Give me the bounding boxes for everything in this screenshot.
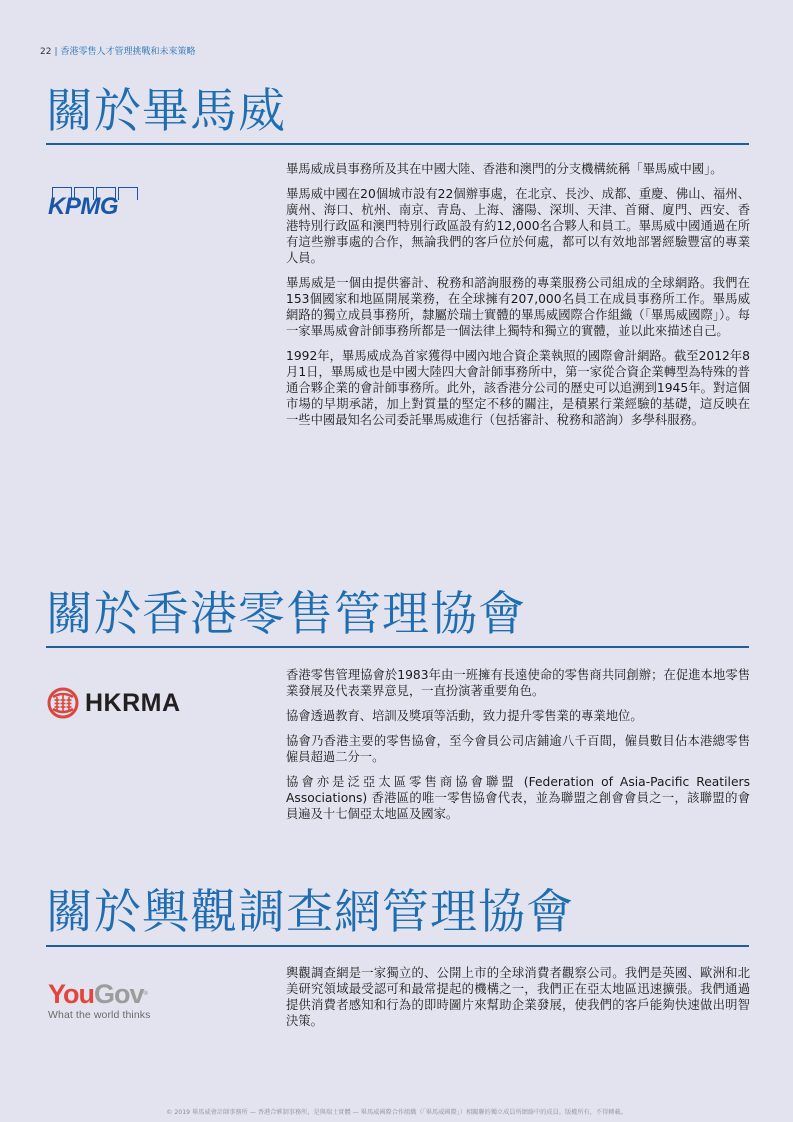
section-divider [46, 945, 749, 947]
page-number: 22 [40, 47, 52, 57]
hkrma-body [286, 667, 750, 831]
header-separator: | [54, 47, 58, 57]
section-title-yougov: 關於輿觀調查網管理協會 [46, 885, 574, 940]
kpmg-body [286, 161, 750, 437]
copyright-footer: © 2019 畢馬威會計師事務所 — 香港合夥制事務所，是與瑞士實體 — 畢馬威國際合作組織（「畢馬威國際」）相關聯的獨立成員所網絡中的成員。版權所有，不得轉載。 [166, 1109, 627, 1116]
paragraph: 協會透過教育、培訓及獎項等活動，致力提升零售業的專業地位。 [286, 709, 643, 723]
yougov-body [286, 965, 750, 1038]
publication-title: 香港零售人才管理挑戰和未來策略 [60, 47, 196, 57]
hkrma-emblem-icon [47, 687, 79, 719]
paragraph: 協會乃香港主要的零售協會，至今會員公司店鋪逾八千百間，僱員數目佔本港總零售僱員超過二分一。 [286, 734, 750, 764]
paragraph: 畢馬威是一個由提供審計、稅務和諮詢服務的專業服務公司組成的全球網路。我們在153個國家和地區開展業務，在全球擁有207,000名員工在成員事務所工作。畢馬威網路的獨立成員事務所，隸屬於瑞士實體的畢馬威國際合作組織（「畢馬威國際」）。每一家畢馬威會計師事務所都是一個法律上獨特和獨立的實體，並以此來描述自己。 [286, 276, 750, 338]
paragraph: 協會亦是泛亞太區零售商協會聯盟 (Federation of Asia-Pacific Reatilers Associations) 香港區的唯一零售協會代表，並為聯盟之創會會員之一，該聯盟的會員遍及十七個亞太地區及國家。 [286, 775, 750, 821]
paragraph: 香港零售管理協會於1983年由一班擁有長遠使命的零售商共同創辦；在促進本地零售業發展及代表業界意見，一直扮演著重要角色。 [286, 668, 750, 698]
paragraph: 畢馬威中國在20個城市設有22個辦事處，在北京、長沙、成都、重慶、佛山、福州、廣州、海口、杭州、南京、青島、上海、瀋陽、深圳、天津、首爾、廈門、西安、香港特別行政區和澳門特別行政區設有約12,000名合夥人和員工。畢馬威中國通過在所有這些辦事處的合作，無論我們的客戶位於何處，都可以有效地部署經驗豐富的專業人員。 [286, 187, 750, 265]
yougov-wordmark: YouGov® [48, 979, 147, 1009]
paragraph: 1992年，畢馬威成為首家獲得中國內地合資企業執照的國際會計網路。截至2012年8月1日，畢馬威也是中國大陸四大會計師事務所中，第一家從合資企業轉型為特殊的普通合夥企業的會計師事務所。此外，該香港分公司的歷史可以追溯到1945年。對這個市場的早期承諾，加上對質量的堅定不移的關注，是積累行業經驗的基礎，這反映在一些中國最知名公司委託畢馬威進行（包括審計、稅務和諮詢）多學科服務。 [286, 349, 750, 427]
hkrma-wordmark: HKRMA [85, 688, 181, 717]
kpmg-logo [48, 187, 148, 227]
section-divider [46, 646, 749, 648]
paragraph: 輿觀調查網是一家獨立的、公開上市的全球消費者觀察公司。我們是英國、歐洲和北美研究領域最受認可和最常提起的機構之一，我們正在亞太地區迅速擴張。我們通過提供消費者感知和行為的即時圖片來幫助企業發展，使我們的客戶能夠快速做出明智決策。 [286, 966, 750, 1028]
section-divider [46, 143, 749, 145]
section-title-hkrma: 關於香港零售管理協會 [46, 587, 526, 642]
hkrma-logo [47, 687, 181, 719]
kpmg-wordmark: KPMG [48, 193, 118, 220]
running-header [40, 46, 196, 58]
paragraph: 畢馬威成員事務所及其在中國大陸、香港和澳門的分支機構統稱「畢馬威中國」。 [286, 162, 723, 176]
yougov-tagline: What the world thinks [48, 1009, 151, 1021]
section-title-kpmg: 關於畢馬威 [46, 84, 286, 139]
yougov-logo [48, 980, 150, 1021]
